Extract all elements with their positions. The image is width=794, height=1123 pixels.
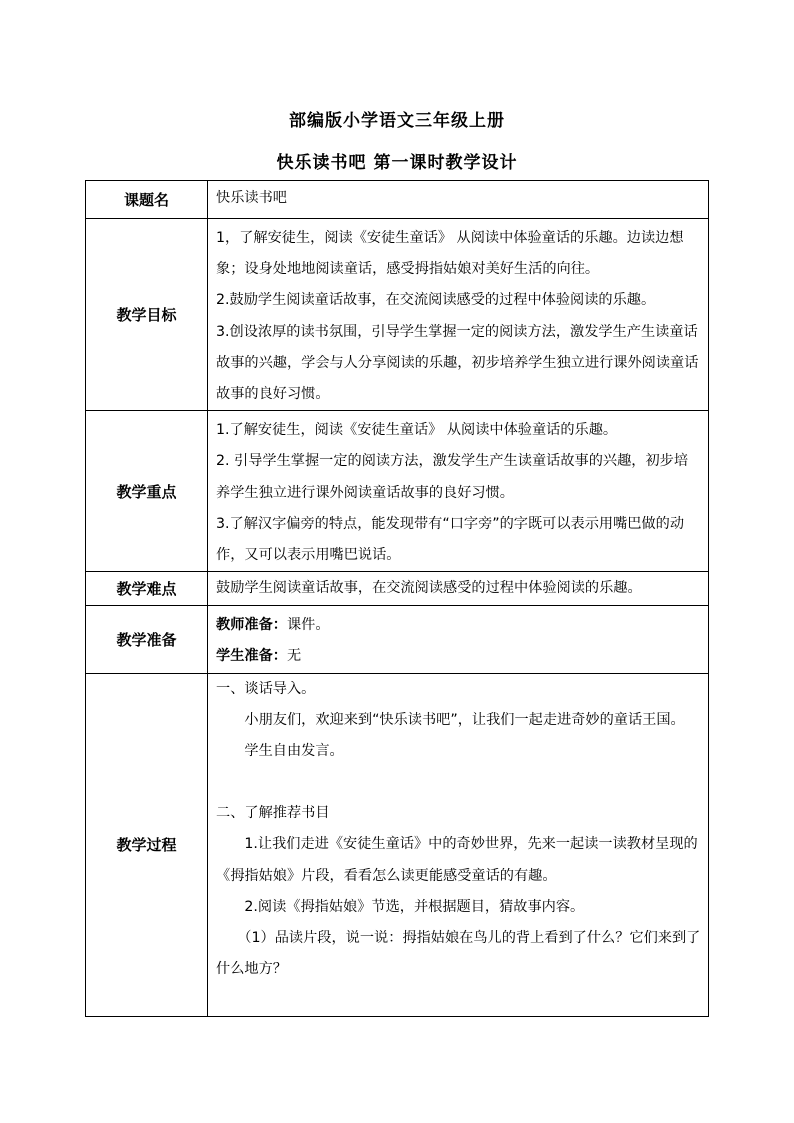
lesson-plan-table: [85, 180, 709, 1017]
value-topic: [208, 181, 709, 219]
process-paragraph: 2.阅读《拇指姑娘》节选，并根据题目，猜故事内容。: [244, 898, 585, 915]
label-topic: 课题名: [86, 181, 208, 219]
value-key-points: [208, 411, 709, 572]
student-preparation: [216, 641, 702, 672]
label-difficulty: 教学难点: [86, 572, 208, 606]
label-preparation: 教学准备: [86, 606, 208, 673]
process-paragraph: 1.让我们走进《安徒生童话》中的奇妙世界，先来一起读一读教材呈现的《拇指姑娘》片段，看看怎么读更能感受童话的有趣。: [216, 836, 698, 884]
table-row-topic: [86, 181, 709, 219]
student-preparation-key: 学生准备：: [216, 648, 287, 665]
label-process: 教学过程: [86, 673, 208, 1016]
key-point-item: 1.了解安徒生，阅读《安徒生童话》 从阅读中体验童话的乐趣。: [216, 422, 618, 439]
label-key-points: 教学重点: [86, 411, 208, 572]
table-row-process: [86, 673, 709, 1016]
key-point-item: 3.了解汉字偏旁的特点，能发现带有“口字旁”的字既可以表示用嘴巴做的动作，又可以表示用嘴巴说话。: [216, 515, 685, 564]
value-difficulty: [208, 572, 709, 606]
topic-text: 快乐读书吧: [216, 190, 287, 206]
teacher-preparation-value: 课件。: [286, 617, 330, 634]
process-paragraph: （1）品读片段，说一说：拇指姑娘在鸟儿的背上看到了什么？它们来到了什么地方？: [216, 930, 701, 978]
document-title: 部编版小学语文三年级上册: [289, 111, 505, 131]
difficulty-text: 鼓励学生阅读童话故事，在交流阅读感受的过程中体验阅读的乐趣。: [216, 580, 642, 597]
table-row-preparation: [86, 606, 709, 673]
teacher-preparation: [216, 610, 702, 641]
objective-item: 2.鼓励学生阅读童话故事，在交流阅读感受的过程中体验阅读的乐趣。: [216, 292, 656, 309]
value-process: [208, 673, 709, 1016]
document-subtitle: 快乐读书吧 第一课时教学设计: [276, 153, 518, 173]
table-row-objectives: [86, 219, 709, 411]
objective-item: 3.创设浓厚的读书氛围，引导学生掌握一定的阅读方法，激发学生产生读童话故事的兴趣，学会与人分享阅读的乐趣，初步培养学生独立进行课外阅读童话故事的良好习惯。: [216, 323, 699, 403]
process-section-heading: 二、了解推荐书目: [216, 805, 330, 822]
key-point-item: 2. 引导学生掌握一定的阅读方法，激发学生产生读童话故事的兴趣，初步培养学生独立进行课外阅读童话故事的良好习惯。: [216, 453, 689, 501]
value-preparation: [208, 606, 709, 673]
objective-item: 1，了解安徒生，阅读《安徒生童话》 从阅读中体验童话的乐趣。边读边想象；设身处地地阅读童话，感受拇指姑娘对美好生活的向往。: [216, 230, 684, 278]
value-objectives: [208, 219, 709, 411]
blank-line: [216, 767, 702, 798]
teacher-preparation-key: 教师准备：: [216, 617, 287, 634]
label-objectives: 教学目标: [86, 219, 208, 411]
table-row-key-points: [86, 411, 709, 572]
process-paragraph: 学生自由发言。: [244, 743, 344, 760]
table-row-difficulty: [86, 572, 709, 606]
process-paragraph: 小朋友们，欢迎来到“快乐读书吧”，让我们一起走进奇妙的童话王国。: [244, 711, 685, 728]
process-section-heading: 一、谈话导入。: [216, 680, 316, 697]
student-preparation-value: 无: [286, 648, 302, 665]
